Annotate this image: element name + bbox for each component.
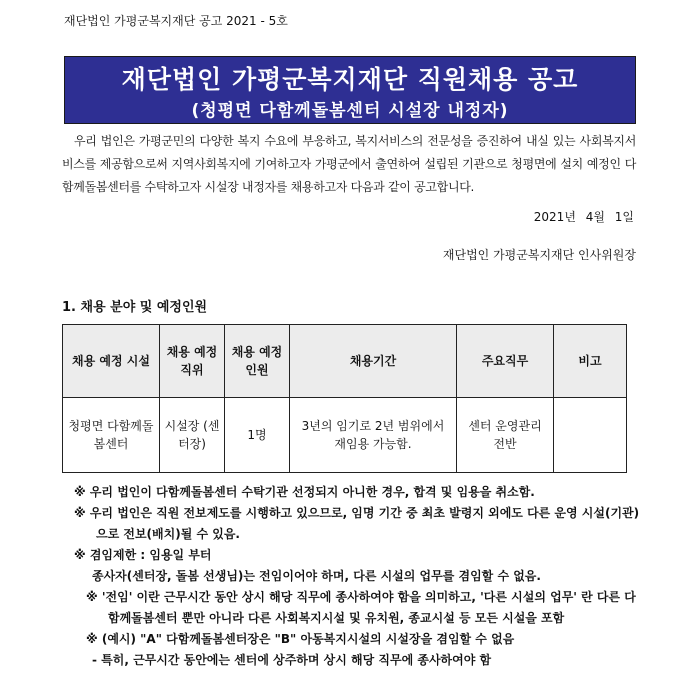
- page-subtitle: (청평면 다함께돌봄센터 시설장 내정자): [191, 101, 509, 121]
- table-cell: 센터 운영관리 전반: [457, 398, 554, 473]
- signer: 재단법인 가평군복지재단 인사위원장: [442, 248, 636, 262]
- note-item: 종사자(센터장, 돌봄 선생님)는 전임이어야 하며, 다른 시설의 업무를 겸임할 수 없음.: [92, 569, 541, 583]
- section-title-recruitment: 1. 채용 분야 및 예정인원: [62, 300, 208, 315]
- table-header-row: [63, 325, 627, 398]
- table-cell: 3년의 임기로 2년 범위에서 재임용 가능함.: [290, 398, 457, 473]
- announcement-date: 2021년 4월 1일: [533, 210, 634, 224]
- table-cell: 시설장 (센터장): [160, 398, 225, 473]
- table-header-cell: 채용 예정 시설: [63, 325, 160, 398]
- note-item: ※ '전임' 이란 근무시간 동안 상시 해당 직무에 종사하여야 함을 의미하고, '다른 시설의 업무' 란 다른 다함께돌봄센터 뿐만 아니라 다른 사회복지시설 및 유치원, 종교시설 등 모든 시설을 포함: [86, 590, 636, 625]
- table-header-cell: 비고: [554, 325, 627, 398]
- title-banner: [64, 56, 636, 124]
- table-cell: 청평면 다함께돌봄센터: [63, 398, 160, 473]
- table-header-cell: 채용 예정 직위: [160, 325, 225, 398]
- document-number: 재단법인 가평군복지재단 공고 2021 - 5호: [64, 14, 288, 28]
- table-cell: [554, 398, 627, 473]
- table-cell: 1명: [225, 398, 290, 473]
- table-header-cell: 주요직무: [457, 325, 554, 398]
- note-item: ※ 겸임제한 : 임용일 부터: [74, 548, 212, 562]
- intro-paragraph: 우리 법인은 가평군민의 다양한 복지 수요에 부응하고, 복지서비스의 전문성을 증진하여 내실 있는 사회복지서비스를 제공함으로써 지역사회복지에 기여하고자 가평군에서 출연하여 설립된 기관으로 청평면에 설치 예정인 다함께돌봄센터를 수탁하고자 시설장 내정자를 채용하고자 다음과 같이 공고합니다.: [62, 134, 636, 194]
- table-header-cell: 채용기간: [290, 325, 457, 398]
- recruitment-table: [62, 324, 627, 473]
- page-title: 재단법인 가평군복지재단 직원채용 공고: [121, 65, 579, 94]
- note-item: ※ (예시) "A" 다함께돌봄센터장은 "B" 아동복지시설의 시설장을 겸임할 수 없음: [86, 632, 515, 646]
- notes-list: [74, 482, 644, 671]
- note-item: ※ 우리 법인이 다함께돌봄센터 수탁기관 선정되지 아니한 경우, 합격 및 임용을 취소함.: [74, 485, 535, 499]
- table-row: [63, 398, 627, 473]
- note-item: - 특히, 근무시간 동안에는 센터에 상주하며 상시 해당 직무에 종사하여야 함: [92, 653, 492, 667]
- table-header-cell: 채용 예정 인원: [225, 325, 290, 398]
- note-item: ※ 우리 법인은 직원 전보제도를 시행하고 있으므로, 임명 기간 중 최초 발령지 외에도 다른 운영 시설(기관)으로 전보(배치)될 수 있음.: [74, 506, 640, 541]
